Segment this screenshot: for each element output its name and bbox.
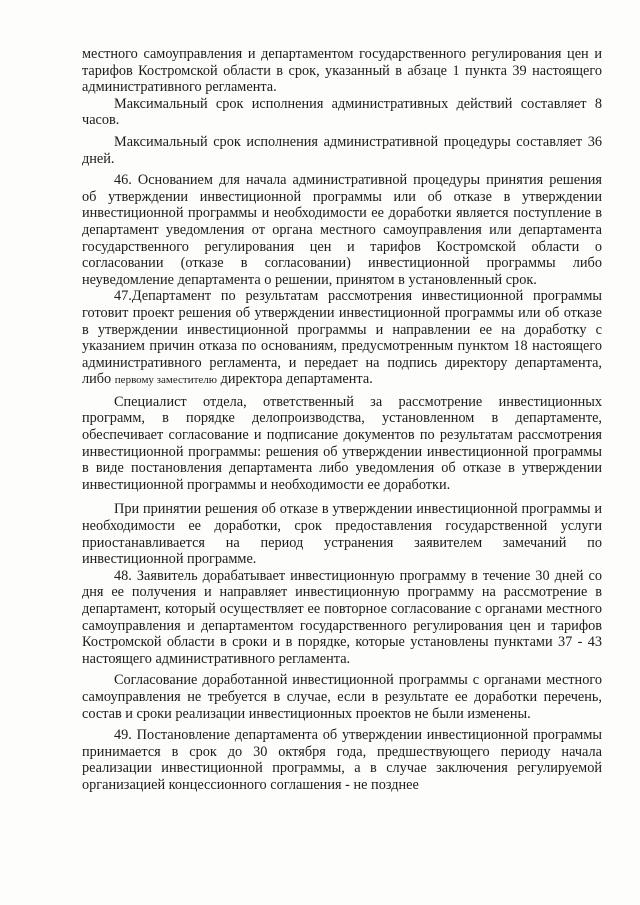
paragraph-1: местного самоуправления и департаментом государственного регулирования цен и тарифов Костромской области в срок, указанный в абзаце 1 пункта 39 настоящего административного регламента. [82, 46, 602, 96]
paragraph-5-item-47 [82, 288, 602, 389]
paragraph-2: Максимальный срок исполнения административных действий составляет 8 часов. [82, 95, 602, 129]
paragraph-10-item-49: 49. Постановление департамента об утверждении инвестиционной программы принимается в срок до 30 октября года, предшествующего периоду начала реализации инвестиционной программы, а в случае заключения регулируемой организацией концессионного соглашения - не позднее [82, 727, 602, 793]
paragraph-7: При принятии решения об отказе в утверждении инвестиционной программы и необходимости ее доработки, срок предоставления государственной услуги приостанавливается на период устранения заявителем замечаний по инвестиционной программе. [82, 501, 602, 568]
paragraph-5-small-insert: первому заместителю [114, 374, 218, 387]
paragraph-3: Максимальный срок исполнения административной процедуры составляет 36 дней. [82, 133, 602, 167]
paragraph-6: Специалист отдела, ответственный за рассмотрение инвестиционных программ, в порядке делопроизводства, установленном в департаменте, обеспечивает согласование и подписание документов по результатам рассмотрения инвестиционной программы: решения об утверждении инвестиционной программы в виде постановления департамента либо уведомления об отказе в утверждении инвестиционной программы и необходимости ее доработки. [82, 393, 602, 493]
paragraph-8-item-48: 48. Заявитель дорабатывает инвестиционную программу в течение 30 дней со дня ее получения и направляет инвестиционную программу на рассмотрение в департамент, который осуществляет ее повторное согласование с органами местного самоуправления и департаментом государственного регулирования цен и тарифов Костромской области в сроки и в порядке, которые установлены пунктами 37 - 43 настоящего административного регламента. [82, 567, 602, 667]
paragraph-5-end-text: директора департамента. [217, 371, 373, 388]
paragraph-4-item-46: 46. Основанием для начала административной процедуры принятия решения об утверждении инвестиционной программы или об отказе в утверждении инвестиционной программы и необходимости ее доработки является поступление в департамент уведомления от органа местного самоуправления или департамента государственного регулирования цен и тарифов Костромской области о согласовании (отказе в согласовании) инвестиционной программы либо неуведомление департамента о решении, принятом в установленный срок. [82, 172, 602, 288]
paragraph-9: Согласование доработанной инвестиционной программы с органами местного самоуправления не требуется в случае, если в результате ее доработки перечень, состав и сроки реализации инвестиционных проектов не были изменены. [82, 672, 602, 722]
paragraph-5-main-text: 47.Департамент по результатам рассмотрения инвестиционной программы готовит проект решения об утверждении инвестиционной программы или об отказе в утверждении инвестиционной программы и направлении ее на доработку с указанием причин отказа по основаниям, предусмотренным пунктом 18 настоящего административного регламента, и передает на подпись директору департамента, либо [82, 288, 602, 388]
